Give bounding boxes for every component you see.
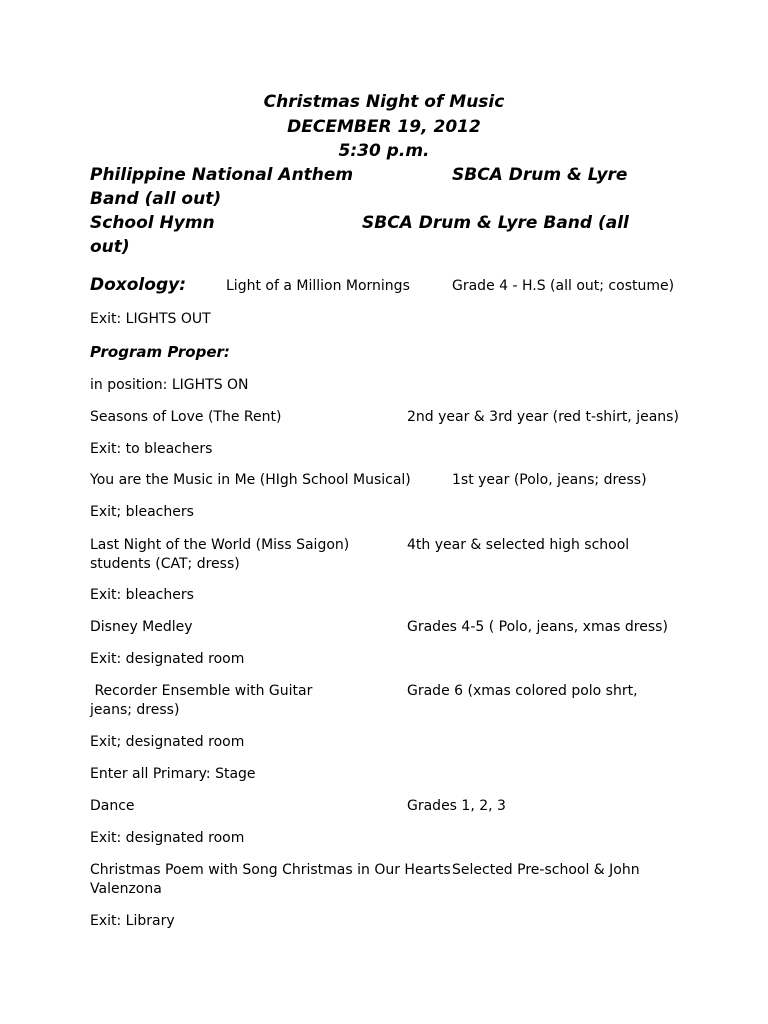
item-3-title: Last Night of the World (Miss Saigon): [90, 537, 350, 553]
in-position-note: in position: LIGHTS ON: [90, 377, 249, 393]
item-3-performer: 4th year & selected high school: [407, 537, 630, 553]
enter-primary-note: Enter all Primary: Stage: [90, 766, 256, 782]
doxology-exit: Exit: LIGHTS OUT: [90, 311, 211, 327]
poem-performer: Selected Pre-school & John: [452, 862, 640, 878]
program-heading: Program Proper:: [90, 343, 230, 361]
item-1-exit: Exit: to bleachers: [90, 441, 213, 457]
item-4-title: Disney Medley: [90, 619, 193, 635]
dance-title: Dance: [90, 798, 135, 814]
item-3-exit: Exit: bleachers: [90, 587, 194, 603]
poem-title: Christmas Poem with Song Christmas in Our Hearts: [90, 862, 451, 878]
doxology-song: Light of a Million Mornings: [226, 278, 410, 294]
item-2-title: You are the Music in Me (HIgh School Musical): [90, 472, 411, 488]
item-5-title: Recorder Ensemble with Guitar: [90, 683, 313, 699]
event-date: DECEMBER 19, 2012: [287, 117, 481, 137]
dance-performer: Grades 1, 2, 3: [407, 798, 506, 814]
hymn-performer: SBCA Drum & Lyre Band (all: [362, 213, 629, 233]
item-5-performer: Grade 6 (xmas colored polo shrt,: [407, 683, 638, 699]
item-1-performer: 2nd year & 3rd year (red t-shirt, jeans): [407, 409, 679, 425]
item-4-exit: Exit: designated room: [90, 651, 245, 667]
item-4-performer: Grades 4-5 ( Polo, jeans, xmas dress): [407, 619, 668, 635]
hymn-performer-continued: out): [90, 237, 130, 257]
anthem-performer: SBCA Drum & Lyre: [452, 165, 628, 185]
item-5-exit: Exit; designated room: [90, 734, 245, 750]
anthem-performer-continued: Band (all out): [90, 189, 222, 209]
doxology-label: Doxology:: [90, 275, 186, 295]
event-time: 5:30 p.m.: [338, 141, 430, 161]
doxology-performer: Grade 4 - H.S (all out; costume): [452, 278, 675, 294]
poem-exit: Exit: Library: [90, 913, 175, 929]
item-2-exit: Exit; bleachers: [90, 504, 194, 520]
item-1-title: Seasons of Love (The Rent): [90, 409, 282, 425]
dance-exit: Exit: designated room: [90, 830, 245, 846]
item-5-performer-continued: jeans; dress): [90, 702, 180, 718]
hymn-title: School Hymn: [90, 213, 215, 233]
document-title: Christmas Night of Music: [263, 92, 505, 112]
anthem-title: Philippine National Anthem: [90, 165, 354, 185]
item-2-performer: 1st year (Polo, jeans; dress): [452, 472, 647, 488]
item-3-performer-continued: students (CAT; dress): [90, 556, 240, 572]
poem-performer-continued: Valenzona: [90, 881, 162, 897]
